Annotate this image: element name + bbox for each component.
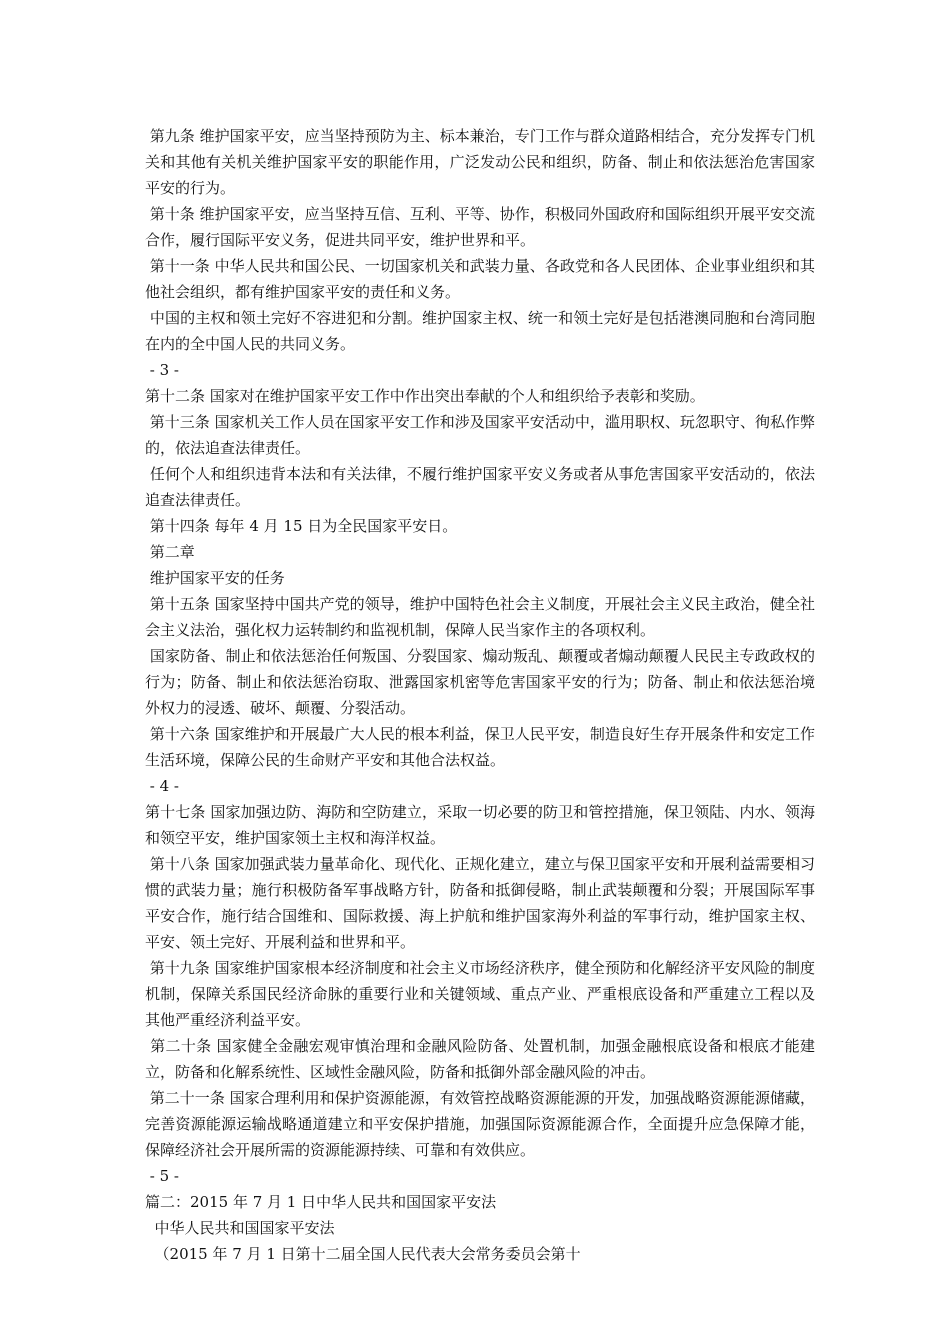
section-heading: 篇二：2015 年 7 月 1 日中华人民共和国国家平安法 <box>145 1193 497 1211</box>
paragraph-liability: 任何个人和组织违背本法和有关法律，不履行维护国家平安义务或者从事危害国家平安活动的，依法追查法律责任。 <box>145 465 815 509</box>
paragraph-article-16: 第十六条 国家维护和开展最广大人民的根本利益，保卫人民平安，制造良好生存开展条件和安定工作生活环境，保障公民的生命财产平安和其他合法权益。 <box>145 725 815 769</box>
paragraph-article-14: 第十四条 每年 4 月 15 日为全民国家平安日。 <box>145 517 458 535</box>
document-body <box>145 123 815 1267</box>
paragraph-article-13: 第十三条 国家机关工作人员在国家平安工作和涉及国家平安活动中，滥用职权、玩忽职守、徇私作弊的，依法追查法律责任。 <box>145 413 815 457</box>
paragraph-sovereignty: 中国的主权和领土完好不容进犯和分割。维护国家主权、统一和领土完好是包括港澳同胞和台湾同胞在内的全中国人民的共同义务。 <box>145 309 815 353</box>
chapter-title: 维护国家平安的任务 <box>145 569 285 587</box>
paragraph-article-12: 第十二条 国家对在维护国家平安工作中作出突出奉献的个人和组织给予表彰和奖励。 <box>145 387 705 405</box>
paragraph-article-11: 第十一条 中华人民共和国公民、一切国家机关和武装力量、各政党和各人民团体、企业事业组织和其他社会组织，都有维护国家平安的责任和义务。 <box>145 257 815 301</box>
page-number: - 3 - <box>145 361 179 379</box>
page-number: - 5 - <box>145 1167 179 1185</box>
law-adoption-note: （2015 年 7 月 1 日第十二届全国人民代表大会常务委员会第十 <box>145 1245 581 1263</box>
law-title: 中华人民共和国国家平安法 <box>145 1219 335 1237</box>
paragraph-article-17: 第十七条 国家加强边防、海防和空防建立，采取一切必要的防卫和管控措施，保卫领陆、内水、领海和领空平安，维护国家领土主权和海洋权益。 <box>145 803 815 847</box>
paragraph-article-20: 第二十条 国家健全金融宏观审慎治理和金融风险防备、处置机制，加强金融根底设备和根底才能建立，防备和化解系统性、区域性金融风险，防备和抵御外部金融风险的冲击。 <box>145 1037 815 1081</box>
paragraph-article-21: 第二十一条 国家合理利用和保护资源能源，有效管控战略资源能源的开发，加强战略资源能源储藏，完善资源能源运输战略通道建立和平安保护措施，加强国际资源能源合作，全面提升应急保障才能，保障经济社会开展所需的资源能源持续、可靠和有效供应。 <box>145 1089 815 1159</box>
paragraph-prevention: 国家防备、制止和依法惩治任何叛国、分裂国家、煽动叛乱、颠覆或者煽动颠覆人民民主专政政权的行为；防备、制止和依法惩治窃取、泄露国家机密等危害国家平安的行为；防备、制止和依法惩治境外权力的浸透、破坏、颠覆、分裂活动。 <box>145 647 815 717</box>
paragraph-article-15: 第十五条 国家坚持中国共产党的领导，维护中国特色社会主义制度，开展社会主义民主政治，健全社会主义法治，强化权力运转制约和监视机制，保障人民当家作主的各项权利。 <box>145 595 815 639</box>
paragraph-article-10: 第十条 维护国家平安，应当坚持互信、互利、平等、协作，积极同外国政府和国际组织开展平安交流合作，履行国际平安义务，促进共同平安，维护世界和平。 <box>145 205 815 249</box>
paragraph-article-18: 第十八条 国家加强武装力量革命化、现代化、正规化建立，建立与保卫国家平安和开展利益需要相习惯的武装力量；施行积极防备军事战略方针，防备和抵御侵略，制止武装颠覆和分裂；开展国际军事平安合作，施行结合国维和、国际救援、海上护航和维护国家海外利益的军事行动，维护国家主权、平安、领土完好、开展利益和世界和平。 <box>145 855 815 951</box>
page-number: - 4 - <box>145 777 179 795</box>
paragraph-article-9: 第九条 维护国家平安，应当坚持预防为主、标本兼治，专门工作与群众道路相结合，充分发挥专门机关和其他有关机关维护国家平安的职能作用，广泛发动公民和组织，防备、制止和依法惩治危害国家平安的行为。 <box>145 127 815 197</box>
paragraph-article-19: 第十九条 国家维护国家根本经济制度和社会主义市场经济秩序，健全预防和化解经济平安风险的制度机制，保障关系国民经济命脉的重要行业和关键领域、重点产业、严重根底设备和严重建立工程以及其他严重经济利益平安。 <box>145 959 815 1029</box>
chapter-heading: 第二章 <box>145 543 195 561</box>
